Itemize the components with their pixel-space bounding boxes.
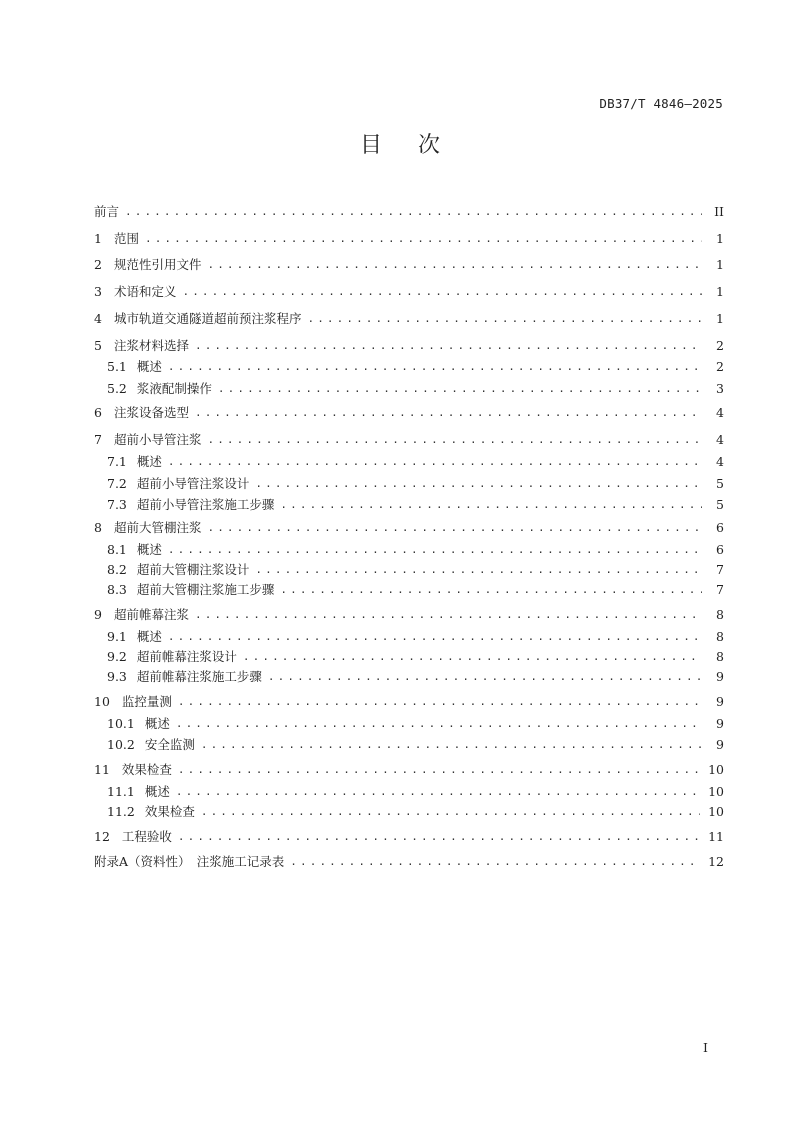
toc-entry-number: 2 bbox=[94, 257, 102, 272]
toc-title: 目次 bbox=[359, 133, 476, 158]
toc-entry[interactable] bbox=[107, 803, 724, 821]
toc-leader-dots bbox=[207, 519, 702, 537]
toc-leader-dots bbox=[195, 606, 702, 624]
toc-entry-page: 11 bbox=[708, 829, 724, 844]
toc-entry-page: 4 bbox=[716, 454, 724, 469]
toc-entry-page: 1 bbox=[716, 311, 724, 326]
toc-entry[interactable] bbox=[94, 230, 724, 248]
toc-entry-label: 概述 bbox=[144, 716, 170, 731]
toc-entry[interactable] bbox=[94, 310, 724, 328]
toc-entry-page: 2 bbox=[716, 359, 724, 374]
toc-entry[interactable] bbox=[107, 736, 724, 754]
toc-entry-number: 9.1 bbox=[107, 629, 127, 644]
toc-entry-label: 工程验收 bbox=[121, 829, 172, 844]
toc-entry-number: 5.1 bbox=[107, 359, 127, 374]
toc-entry-page: 10 bbox=[708, 804, 724, 819]
toc-leader-dots bbox=[178, 693, 702, 711]
toc-leader-dots bbox=[145, 230, 702, 248]
toc-entry-label: 超前大管棚注浆施工步骤 bbox=[136, 582, 275, 597]
toc-entry-label: 概述 bbox=[144, 784, 170, 799]
toc-entry-number: 4 bbox=[94, 311, 102, 326]
toc-entry-page: 5 bbox=[716, 497, 724, 512]
toc-entry-number: 5.2 bbox=[107, 381, 127, 396]
toc-entry-label: 超前帷幕注浆施工步骤 bbox=[136, 669, 262, 684]
toc-entry[interactable] bbox=[107, 475, 724, 493]
toc-entry-page: 8 bbox=[716, 607, 724, 622]
toc-entry[interactable] bbox=[107, 561, 724, 579]
toc-entry-page: 9 bbox=[716, 716, 724, 731]
toc-leader-dots bbox=[178, 828, 700, 846]
toc-entry-number: 12 bbox=[94, 829, 110, 844]
toc-entry-label: 超前小导管注浆施工步骤 bbox=[136, 497, 275, 512]
toc-entry-label: 注浆设备选型 bbox=[113, 405, 189, 420]
toc-entry-label: 浆液配制操作 bbox=[136, 381, 212, 396]
toc-entry-page: 5 bbox=[716, 476, 724, 491]
toc-entry-page: 1 bbox=[716, 257, 724, 272]
toc-entry-number: 10.2 bbox=[107, 737, 135, 752]
toc-leader-dots bbox=[255, 561, 702, 579]
toc-leader-dots bbox=[178, 761, 700, 779]
toc-leader-dots bbox=[195, 404, 702, 422]
toc-entry-label: 效果检查 bbox=[121, 762, 172, 777]
toc-entry-page: 1 bbox=[716, 231, 724, 246]
toc-leader-dots bbox=[201, 736, 702, 754]
toc-entry-label: 超前大管棚注浆 bbox=[113, 520, 202, 535]
toc-entry-label: 规范性引用文件 bbox=[113, 257, 202, 272]
toc-entry-page: 10 bbox=[708, 762, 724, 777]
toc-entry-label: 注浆材料选择 bbox=[113, 338, 189, 353]
toc-entry-number: 11 bbox=[94, 762, 110, 777]
toc-leader-dots bbox=[290, 853, 700, 871]
toc-entry-page: 10 bbox=[708, 784, 724, 799]
toc-entry-label: 城市轨道交通隧道超前预注浆程序 bbox=[113, 311, 302, 326]
toc-leader-dots bbox=[280, 581, 702, 599]
toc-leader-dots bbox=[207, 431, 702, 449]
toc-entry-label: 监控量测 bbox=[121, 694, 172, 709]
toc-entry-label: 超前小导管注浆设计 bbox=[136, 476, 250, 491]
toc-entry-number: 7 bbox=[94, 432, 102, 447]
toc-entry-label: 术语和定义 bbox=[113, 284, 177, 299]
toc-entry[interactable] bbox=[107, 453, 724, 471]
toc-entry-number: 10 bbox=[94, 694, 110, 709]
toc-entry-number: 9.2 bbox=[107, 649, 127, 664]
toc-entry-page: 3 bbox=[716, 381, 724, 396]
toc-entry-number: 1 bbox=[94, 231, 102, 246]
toc-leader-dots bbox=[168, 628, 702, 646]
toc-entry[interactable] bbox=[107, 628, 724, 646]
toc-entry[interactable] bbox=[94, 693, 724, 711]
toc-entry-page: 4 bbox=[716, 405, 724, 420]
toc-entry-label: 安全监测 bbox=[144, 737, 195, 752]
toc-entry-label: 超前小导管注浆 bbox=[113, 432, 202, 447]
toc-leader-dots bbox=[176, 715, 702, 733]
toc-entry-number: 5 bbox=[94, 338, 102, 353]
toc-entry-page: 7 bbox=[716, 562, 724, 577]
toc-entry-label: 超前帷幕注浆设计 bbox=[136, 649, 237, 664]
toc-entry-page: 9 bbox=[716, 737, 724, 752]
toc-entry-number: 8 bbox=[94, 520, 102, 535]
toc-leader-dots bbox=[280, 496, 702, 514]
toc-entry-page: 9 bbox=[716, 694, 724, 709]
toc-entry[interactable] bbox=[107, 496, 724, 514]
toc-entry[interactable] bbox=[94, 337, 724, 355]
toc-entry[interactable] bbox=[94, 853, 724, 871]
toc-entry-number: 10.1 bbox=[107, 716, 135, 731]
toc-entry[interactable] bbox=[107, 380, 724, 398]
toc-entry-page: 6 bbox=[716, 542, 724, 557]
toc-entry-number: 8.2 bbox=[107, 562, 127, 577]
toc-entry-label: 附录A（资料性） 注浆施工记录表 bbox=[94, 854, 285, 869]
toc-entry-page: 1 bbox=[716, 284, 724, 299]
toc-entry-page: II bbox=[714, 204, 724, 219]
toc-entry-page: 7 bbox=[716, 582, 724, 597]
toc-leader-dots bbox=[125, 203, 702, 221]
toc-leader-dots bbox=[168, 541, 702, 559]
toc-leader-dots bbox=[207, 256, 702, 274]
toc-entry-number: 9 bbox=[94, 607, 102, 622]
toc-entry-page: 12 bbox=[708, 854, 724, 869]
toc-entry-page: 8 bbox=[716, 649, 724, 664]
toc-entry[interactable] bbox=[107, 648, 724, 666]
toc-entry-label: 超前大管棚注浆设计 bbox=[136, 562, 250, 577]
toc-entry-page: 9 bbox=[716, 669, 724, 684]
toc-leader-dots bbox=[218, 380, 702, 398]
toc-entry-page: 8 bbox=[716, 629, 724, 644]
toc-entry[interactable] bbox=[94, 256, 724, 274]
toc-entry[interactable] bbox=[107, 541, 724, 559]
toc-entry[interactable] bbox=[94, 828, 724, 846]
toc-entry-number: 11.2 bbox=[107, 804, 135, 819]
toc-entry-label: 概述 bbox=[136, 454, 162, 469]
toc-leader-dots bbox=[176, 783, 700, 801]
toc-entry-label: 效果检查 bbox=[144, 804, 195, 819]
toc-entry[interactable] bbox=[94, 519, 724, 537]
toc-entry[interactable] bbox=[94, 606, 724, 624]
toc-entry-label: 概述 bbox=[136, 542, 162, 557]
toc-entry-number: 7.1 bbox=[107, 454, 127, 469]
toc-leader-dots bbox=[307, 310, 702, 328]
toc-entry-label: 概述 bbox=[136, 629, 162, 644]
toc-entry-page: 4 bbox=[716, 432, 724, 447]
toc-leader-dots bbox=[268, 668, 702, 686]
toc-leader-dots bbox=[168, 358, 702, 376]
toc-entry[interactable] bbox=[107, 358, 724, 376]
toc-entry-number: 8.3 bbox=[107, 582, 127, 597]
toc-entry-page: 6 bbox=[716, 520, 724, 535]
toc-entry-label: 超前帷幕注浆 bbox=[113, 607, 189, 622]
toc-leader-dots bbox=[182, 283, 702, 301]
toc-leader-dots bbox=[255, 475, 702, 493]
toc-entry[interactable] bbox=[107, 715, 724, 733]
toc-entry[interactable] bbox=[94, 761, 724, 779]
toc-entry-label: 概述 bbox=[136, 359, 162, 374]
toc-leader-dots bbox=[168, 453, 702, 471]
toc-entry-number: 9.3 bbox=[107, 669, 127, 684]
toc-entry[interactable] bbox=[94, 404, 724, 422]
toc-entry-number: 8.1 bbox=[107, 542, 127, 557]
footer-page-number: I bbox=[703, 1040, 708, 1055]
toc-entry-label: 前言 bbox=[94, 204, 120, 219]
toc-entry-number: 6 bbox=[94, 405, 102, 420]
toc-entry[interactable] bbox=[94, 203, 724, 221]
toc-leader-dots bbox=[195, 337, 702, 355]
toc-entry-number: 11.1 bbox=[107, 784, 135, 799]
toc-entry[interactable] bbox=[94, 283, 724, 301]
toc-entry-number: 7.2 bbox=[107, 476, 127, 491]
toc-leader-dots bbox=[243, 648, 702, 666]
toc-entry-number: 7.3 bbox=[107, 497, 127, 512]
toc-entry-label: 范围 bbox=[113, 231, 139, 246]
toc-leader-dots bbox=[201, 803, 700, 821]
toc-entry[interactable] bbox=[107, 581, 724, 599]
toc-entry[interactable] bbox=[107, 668, 724, 686]
toc-entry[interactable] bbox=[107, 783, 724, 801]
toc-entry-page: 2 bbox=[716, 338, 724, 353]
document-code: DB37/T 4846—2025 bbox=[599, 96, 723, 111]
toc-entry-number: 3 bbox=[94, 284, 102, 299]
toc-entry[interactable] bbox=[94, 431, 724, 449]
